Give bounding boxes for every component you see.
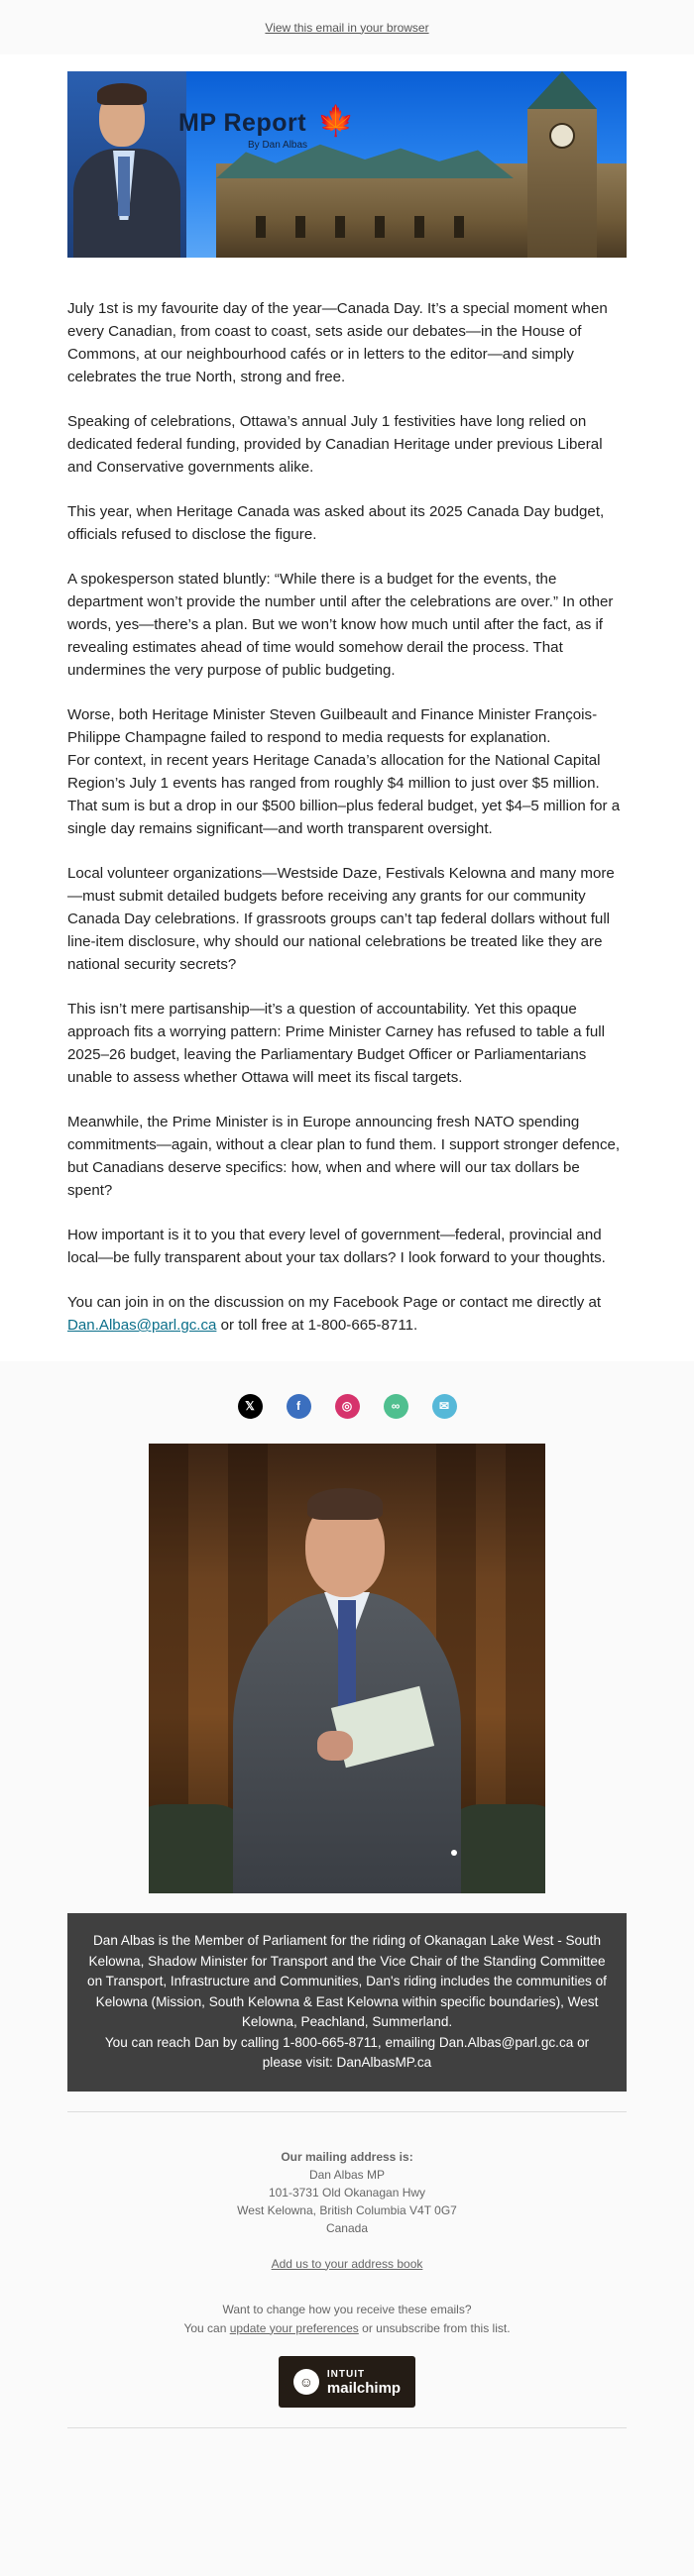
closing-paragraph — [67, 1291, 627, 1337]
article-body — [67, 297, 627, 1337]
closing-text-suffix: or toll free at 1-800-665-8711. — [216, 1317, 418, 1334]
mailing-street: 101-3731 Old Okanagan Hwy — [268, 2185, 426, 2200]
tower-spire-image — [527, 71, 597, 109]
article-paragraph: This year, when Heritage Canada was asked about its 2025 Canada Day budget, officials refused to disclose the figure. — [67, 503, 605, 543]
prefs-line — [0, 2319, 694, 2338]
badge-line2: mailchimp — [326, 2379, 402, 2397]
badge-line1: INTUIT — [326, 2368, 366, 2380]
hand-shape — [317, 1731, 353, 1761]
article-paragraph: July 1st is my favourite day of the year—Canada Day. It’s a special moment when every Canadian, from coast to coast, sets aside our debates—in the House of Commons, at our neighbourhood cafés or in letters to the editor—and simply celebrates the true North, strong and free. — [67, 300, 608, 385]
mp-report-banner — [67, 71, 627, 258]
facebook-icon[interactable]: f — [287, 1394, 311, 1419]
email-link[interactable]: Dan.Albas@parl.gc.ca — [67, 1317, 217, 1334]
window-shape — [414, 216, 424, 238]
x-icon[interactable]: 𝕏 — [238, 1394, 263, 1419]
article-paragraph: For context, in recent years Heritage Canada’s allocation for the National Capital Region’s July 1 events has ranged from roughly $4 million to just over $5 million. That sum is but a drop in our $500 billion–plus federal budget, yet $4–5 million for a single day remains significant—and worth transparent oversight. — [67, 752, 621, 837]
mp-portrait-image — [67, 71, 186, 258]
window-shape — [256, 216, 266, 238]
window-shape — [295, 216, 305, 238]
clock-icon — [549, 123, 575, 149]
mailing-city: West Kelowna, British Columbia V4T 0G7 — [237, 2202, 457, 2217]
prefs-question: Want to change how you receive these emails? — [222, 2302, 472, 2316]
mailchimp-badge[interactable] — [279, 2356, 415, 2408]
article-paragraph: Worse, both Heritage Minister Steven Guilbeault and Finance Minister François-Philippe Champagne failed to respond to media requests for explanation. — [67, 706, 598, 746]
bio-box — [67, 1913, 627, 2092]
maple-leaf-icon: 🍁 — [317, 105, 355, 138]
mailing-country: Canada — [325, 2220, 369, 2235]
seat-shape — [446, 1804, 545, 1893]
social-links — [0, 1381, 694, 1431]
article-paragraph: How important is it to you that every level of government—federal, provincial and local—be fully transparent about your tax dollars? I look forward to your thoughts. — [67, 1227, 606, 1266]
view-in-browser-link[interactable]: View this email in your browser — [265, 20, 429, 35]
bio-contact: You can reach Dan by calling 1-800-665-8711, emailing Dan.Albas@parl.gc.ca or please visit: DanAlbasMP.ca — [104, 2034, 590, 2070]
window-shape — [454, 216, 464, 238]
window-shape — [335, 216, 345, 238]
article-paragraph: This isn’t mere partisanship—it’s a question of accountability. Yet this opaque approach fits a worrying pattern: Prime Minister Carney has refused to table a full 2025–26 budget, leaving the Parliamentary Budget Officer or Parliamentarians unable to assess whether Ottawa will meet its fiscal targets. — [67, 1001, 605, 1086]
mailchimp-logo-icon: ☺ — [293, 2369, 319, 2395]
email-icon[interactable]: ✉ — [432, 1394, 457, 1419]
email-content — [0, 54, 694, 1361]
article-paragraph: A spokesperson stated bluntly: “While there is a budget for the events, the department won’t provide the number until after the celebrations are over.” In other words, yes—there’s a plan. But we won’t know how much until after the fact, as if revealing estimates ahead of time would somehow derail the process. That undermines the very purpose of public budgeting. — [67, 571, 614, 679]
mailing-name: Dan Albas MP — [308, 2167, 386, 2182]
link-icon[interactable]: ∞ — [384, 1394, 408, 1419]
divider — [67, 2427, 627, 2428]
update-preferences-link[interactable]: update your preferences — [229, 2320, 359, 2335]
unsubscribe-text[interactable]: unsubscribe from this list — [376, 2320, 508, 2335]
prefs-prefix: You can — [183, 2320, 230, 2335]
window-shape — [375, 216, 385, 238]
article-paragraph: Speaking of celebrations, Ottawa’s annual July 1 festivities have long relied on dedicated federal funding, provided by Canadian Heritage under previous Liberal and Conservative governments alike. — [67, 413, 603, 476]
article-paragraph: Local volunteer organizations—Westside Daze, Festivals Kelowna and many more—must submit detailed budgets before receiving any grants for our community Canada Day celebrations. If grassroots groups can’t tap federal dollars without full line-item disclosure, why should our national celebrations be treated like they are national security secrets? — [67, 865, 615, 973]
article-paragraph: Meanwhile, the Prime Minister is in Europe announcing fresh NATO spending commitments—again, without a clear plan to fund them. I support stronger defence, but Canadians deserve specifics: how, when and where will our tax dollars be spent? — [67, 1114, 621, 1199]
banner-title: MP Report — [178, 109, 307, 137]
email-preferences — [0, 2301, 694, 2338]
prefs-suffix: . — [507, 2320, 511, 2335]
divider — [67, 2111, 627, 2112]
mailing-address — [0, 2148, 694, 2273]
hair-shape — [307, 1488, 383, 1520]
hair-shape — [97, 83, 147, 105]
carousel-dot — [451, 1850, 457, 1856]
add-to-address-book-link[interactable]: Add us to your address book — [271, 2256, 423, 2271]
tie-shape — [338, 1600, 356, 1719]
instagram-icon[interactable]: ◎ — [335, 1394, 360, 1419]
mailchimp-badge-text — [327, 2368, 401, 2396]
mp-speaking-photo — [149, 1444, 545, 1893]
banner-byline: By Dan Albas — [248, 140, 308, 151]
closing-text: You can join in on the discussion on my Facebook Page or contact me directly at — [67, 1294, 602, 1311]
bio-text: Dan Albas is the Member of Parliament for the riding of Okanagan Lake West - South Kelowna, Shadow Minister for Transport and the Vice Chair of the Standing Committee on Transport, Infrastructure and Communities, Dan's riding includes the communities of Kelowna (Mission, South Kelowna & East Kelowna within specific boundaries), West Kelowna, Peachland, Summerland. — [87, 1933, 607, 2029]
prefs-middle: or — [358, 2320, 377, 2335]
top-bar — [0, 0, 694, 54]
tie-shape — [118, 157, 130, 216]
mailing-label: Our mailing address is: — [281, 2149, 413, 2164]
email-footer — [0, 1361, 694, 2428]
